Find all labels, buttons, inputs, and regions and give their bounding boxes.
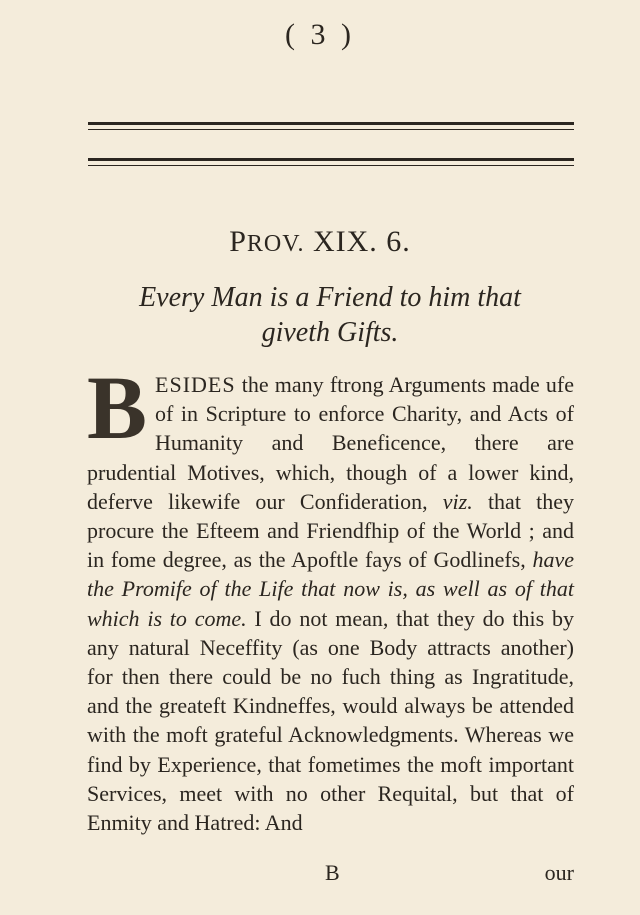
body-text-part-1: the many ftrong Arguments made ufe of in Scripture to enforce Charity, and Acts of Humanity and Beneficence, there are prudential Motives, which, though of a lower kind, deferve likewife our Confideration, [87,372,574,514]
scripture-quote: have the Promife of the Life that now is, as well as of that which is to come. [87,547,574,631]
heading-prefix-initial: P [229,225,247,258]
top-rule-thick [88,122,574,125]
body-text-part-2: that they procure the Efteem and Friendfhip of the World ; and in fome degree, as the Apoftle fays of Godlinefs, [87,488,574,573]
second-rule-thick [88,158,574,161]
heading-reference: XIX. 6. [304,225,411,258]
viz-abbreviation: viz. [442,488,473,514]
second-rule-thin [88,165,574,166]
scripture-heading [0,225,640,259]
body-text [87,359,574,837]
first-word: ESIDES [155,372,236,397]
top-rule-thin [88,129,574,130]
catchword: our [544,860,574,885]
page-number: ( 3 ) [285,18,355,51]
body-text-part-3: I do not mean, that they do this by any natural Neceffity (as one Body attracts another) for then there could be no fuch thing as Ingratitude, and the greateft Kindneffes, would always be attended with the moft grateful Acknowledgments. Whereas we find by Experience, that fometimes the moft important Services, meet with no other Requital, but that of Enmity and Hatred: And [87,605,574,836]
signature-mark: B [325,860,340,885]
subtitle-line-2: giveth Gifts. [261,317,399,348]
subtitle-line-1: Every Man is a Friend to him that [139,282,521,313]
drop-cap: B [87,359,148,458]
heading-prefix-smallcaps: ROV. [246,231,305,257]
